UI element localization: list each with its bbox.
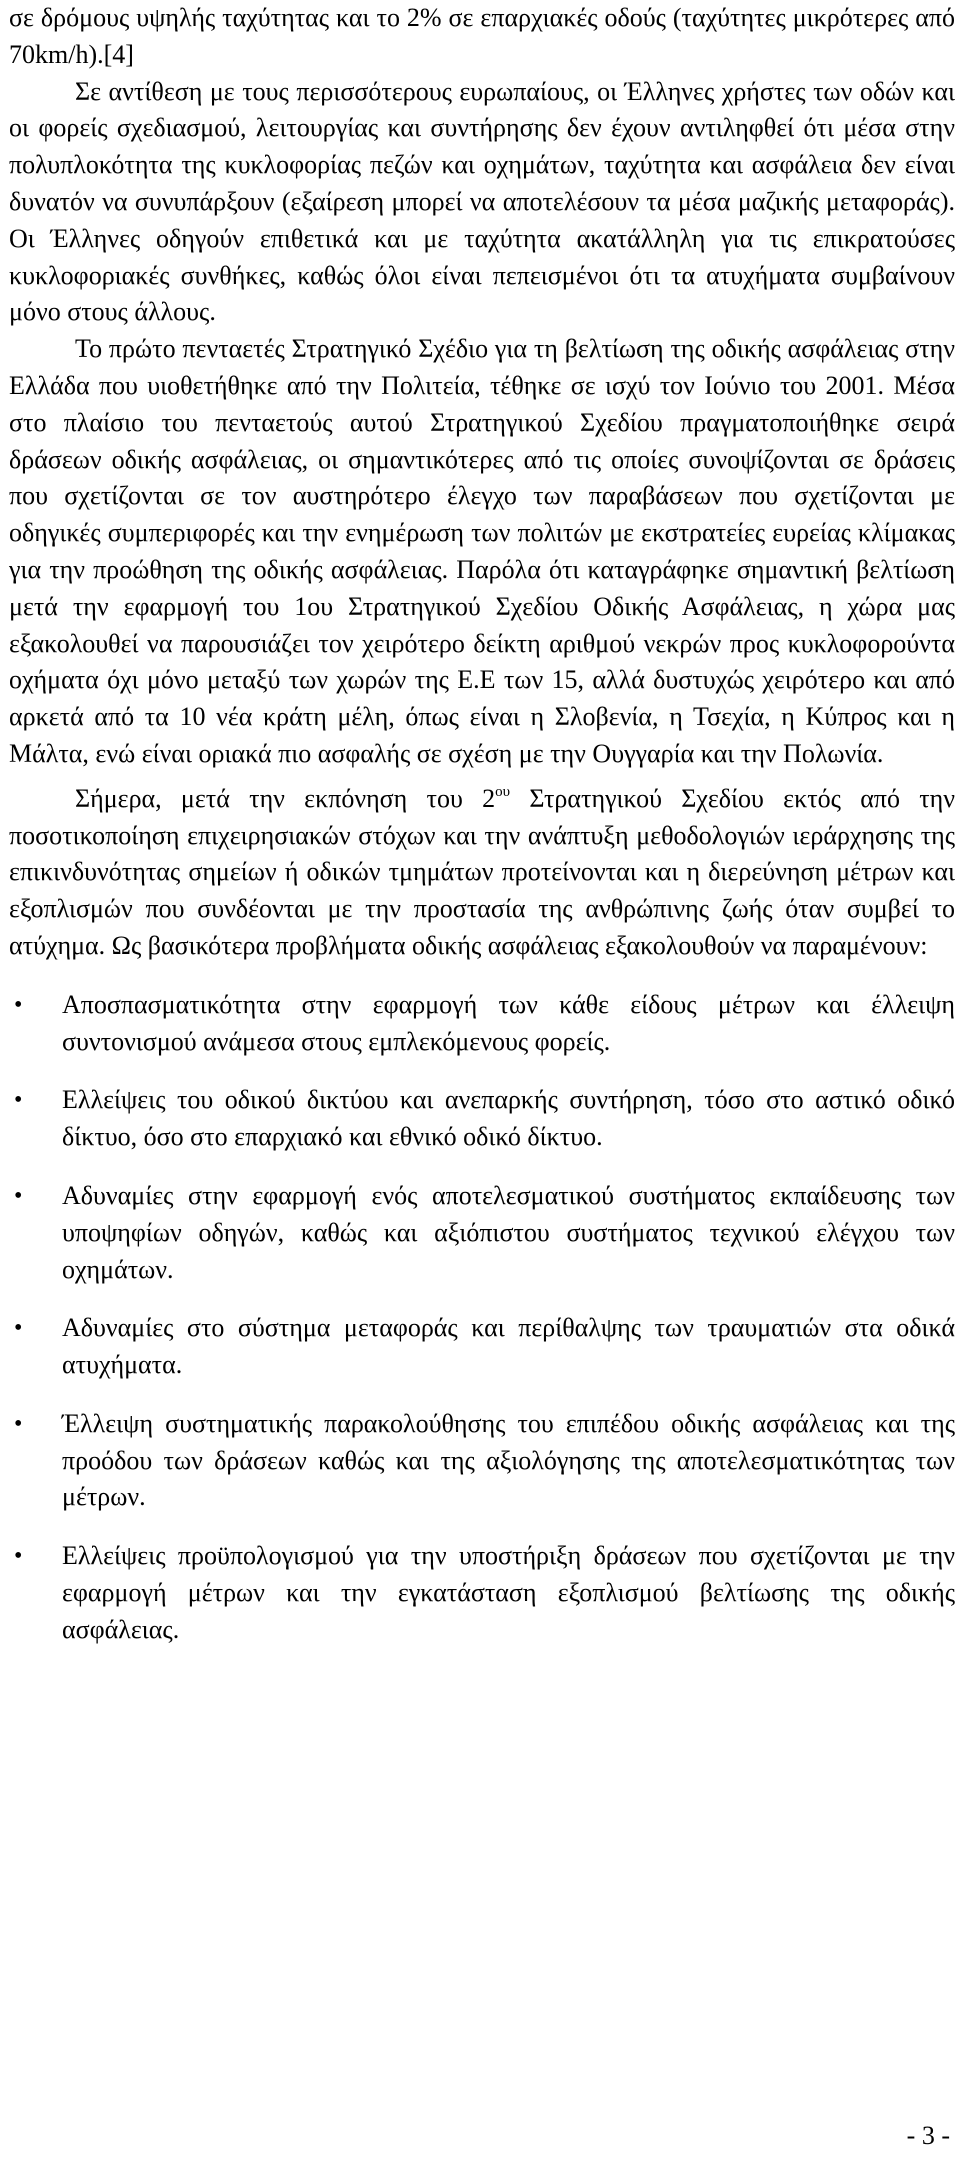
paragraph-strategic-plan: Το πρώτο πενταετές Στρατηγικό Σχέδιο για τη βελτίωση της οδικής ασφάλειας στην Ελλάδα που υιοθετήθηκε από την Πολιτεία, τέθηκε σε ισχύ τον Ιούνιο του 2001. Μέσα στο πλαίσιο του πενταετούς αυτού Στρατηγικού Σχεδίου πραγματοποιήθηκε σειρά δράσεων οδικής ασφάλειας, οι σημαντικότερες από τις οποίες συνοψίζονται σε δράσεις που σχετίζονται σε τον αυστηρότερο έλεγχο των παραβάσεων που σχετίζονται με οδηγικές συμπεριφορές και την ενημέρωση των πολιτών με εκστρατείες ευρείας κλίμακας για την προώθηση της οδικής ασφάλειας. Παρόλα ότι καταγράφηκε σημαντική βελτίωση μετά την εφαρμογή του 1ου Στρατηγικού Σχεδίου Οδικής Ασφάλειας, η χώρα μας εξακολουθεί να παρουσιάζει τον χειρότερο δείκτη αριθμού νεκρών προς κυκλοφορούντα οχήματα όχι μόνο μεταξύ των χωρών της Ε.Ε των 15, αλλά δυστυχώς χειρότερο και από αρκετά από τα 10 νέα κράτη μέλη, όπως είναι η Σλοβενία, η Τσεχία, η Κύπρος και η Μάλτα, ενώ είναι οριακά πιο ασφαλής σε σχέση με την Ουγγαρία και την Πολωνία. xyxy=(9,334,955,768)
list-item-text: Αδυναμίες στην εφαρμογή ενός αποτελεσματικού συστήματος εκπαίδευσης των υποψηφίων οδηγών, καθώς και αξιόπιστου συστήματος τεχνικού ελέγχου των οχημάτων. xyxy=(62,1180,955,1284)
bullet-icon: • xyxy=(14,991,23,1018)
paragraph-today xyxy=(9,781,955,965)
problems-list xyxy=(9,987,955,1649)
list-item-text: Έλλειψη συστηματικής παρακολούθησης του επιπέδου οδικής ασφάλειας και της προόδου των δράσεων καθώς και της αξιολόγησης της αποτελεσματικότητας των μέτρων. xyxy=(62,1408,955,1512)
bullet-icon: • xyxy=(14,1410,23,1437)
list-item xyxy=(9,1310,955,1384)
list-item xyxy=(9,1082,955,1156)
list-item-text: Ελλείψεις προϋπολογισμού για την υποστήριξη δράσεων που σχετίζονται με την εφαρμογή μέτρων και την εγκατάσταση εξοπλισμού βελτίωσης της οδικής ασφάλειας. xyxy=(62,1541,955,1644)
ordinal-superscript: ου xyxy=(495,783,511,800)
list-item xyxy=(9,1406,955,1516)
bullet-icon: • xyxy=(14,1087,23,1114)
paragraph-continuation: σε δρόμους υψηλής ταχύτητας και το 2% σε επαρχιακές οδούς (ταχύτητες μικρότερες από 70km/h).[4] xyxy=(9,3,955,69)
bullet-icon: • xyxy=(14,1182,23,1209)
paragraph-today-end: Στρατηγικού Σχεδίου εκτός από την ποσοτικοποίηση επιχειρησιακών στόχων και την ανάπτυξη μεθοδολογιών ιεράρχησης της επικινδυνότητας σημείων ή οδικών τμημάτων προτείνονται και η διερεύνηση μέτρων και εξοπλισμών που συνδέονται με την προστασία της ανθρώπινης ζωής όταν συμβεί το ατύχημα. Ως βασικότερα προβλήματα οδικής ασφάλειας εξακολουθούν να παραμένουν: xyxy=(9,783,955,960)
list-item-text: Αδυναμίες στο σύστημα μεταφοράς και περίθαλψης των τραυματιών στα οδικά ατυχήματα. xyxy=(62,1313,955,1380)
page-number: - 3 - xyxy=(906,2121,950,2150)
list-item-text: Αποσπασματικότητα στην εφαρμογή των κάθε είδους μέτρων και έλλειψη συντονισμού ανάμεσα στους εμπλεκόμενους φορείς. xyxy=(62,989,955,1056)
list-item xyxy=(9,1178,955,1288)
paragraph-today-start: Σήμερα, μετά την εκπόνηση του 2 xyxy=(75,783,496,813)
paragraph-greek-drivers: Σε αντίθεση με τους περισσότερους ευρωπαίους, οι Έλληνες χρήστες των οδών και οι φορείς σχεδιασμού, λειτουργίας και συντήρησης δεν έχουν αντιληφθεί ότι μέσα στην πολυπλοκότητα της κυκλοφορίας πεζών και οχημάτων, ταχύτητα και ασφάλεια δεν είναι δυνατόν να συνυπάρξουν (εξαίρεση μπορεί να αποτελέσουν τα μέσα μαζικής μεταφοράς). Οι Έλληνες οδηγούν επιθετικά και με ταχύτητα ακατάλληλη για τις επικρατούσες κυκλοφοριακές συνθήκες, καθώς όλοι είναι πεπεισμένοι ότι τα ατυχήματα συμβαίνουν μόνο στους άλλους. xyxy=(9,76,955,327)
bullet-icon: • xyxy=(14,1315,23,1342)
document-page xyxy=(9,0,955,1649)
bullet-icon: • xyxy=(14,1543,23,1570)
list-item xyxy=(9,987,955,1061)
list-item-text: Ελλείψεις του οδικού δικτύου και ανεπαρκής συντήρηση, τόσο στο αστικό οδικό δίκτυο, όσο στο επαρχιακό και εθνικό οδικό δίκτυο. xyxy=(62,1085,955,1152)
list-item xyxy=(9,1538,955,1648)
